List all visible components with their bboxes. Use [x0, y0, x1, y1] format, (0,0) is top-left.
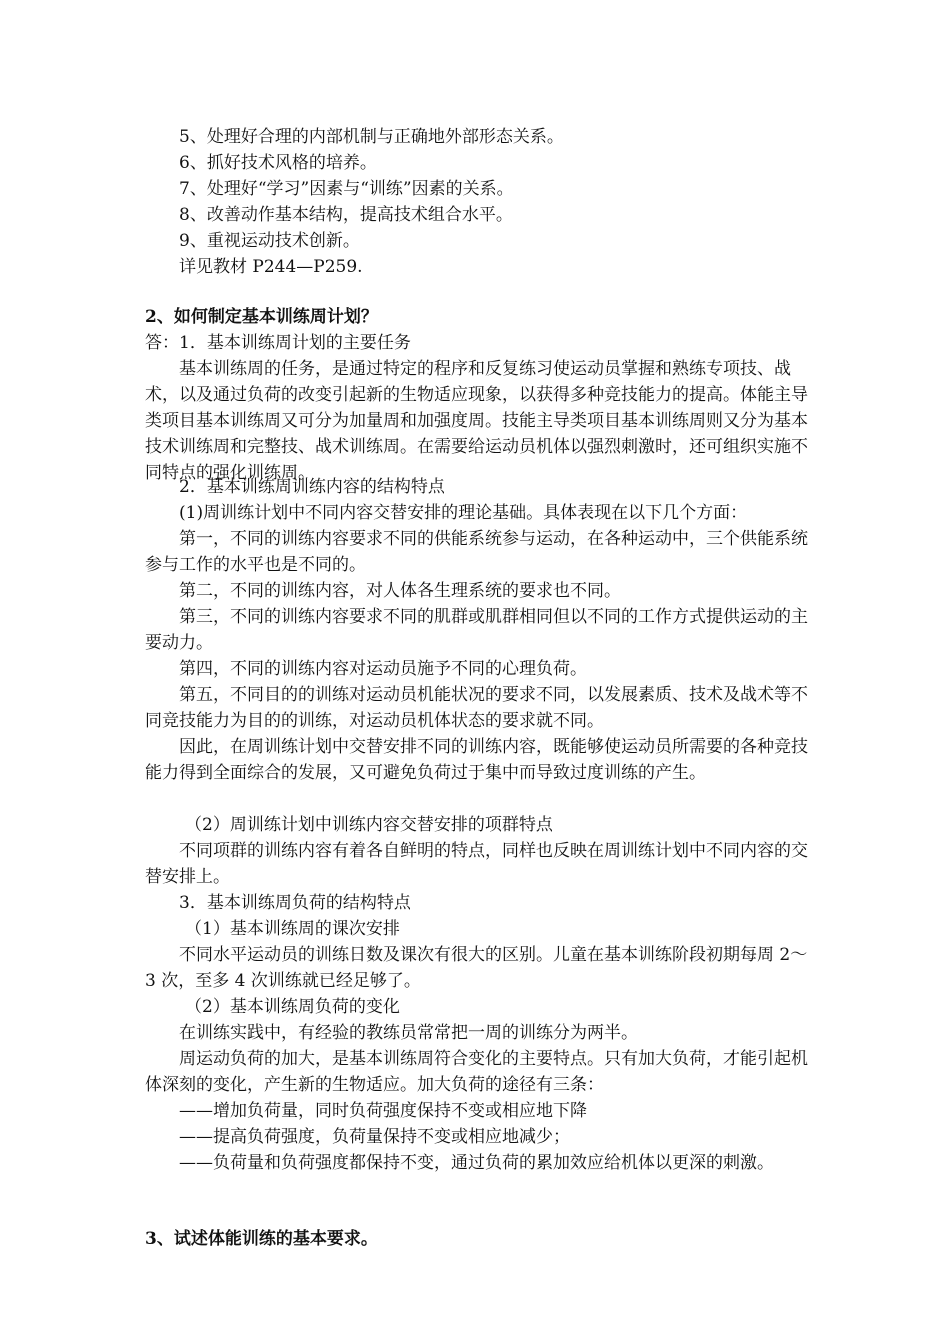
- question-2-heading: 2、如何制定基本训练周计划？: [145, 307, 378, 327]
- list-item: 5、处理好合理的内部机制与正确地外部形态关系。: [179, 127, 564, 147]
- paragraph-first: 第一，不同的训练内容要求不同的供能系统参与运动，在各种运动中，三个供能系统参与工作的水平也是不同的。: [145, 529, 808, 575]
- list-item: ——负荷量和负荷强度都保持不变，通过负荷的累加效应给机体以更深的刺激。: [179, 1153, 774, 1173]
- subsection-heading: （2）周训练计划中训练内容交替安排的项群特点: [185, 815, 553, 835]
- paragraph-fourth: 第四，不同的训练内容对运动员施予不同的心理负荷。: [179, 659, 587, 679]
- paragraph-fifth: 第五，不同目的的训练对运动员机能状况的要求不同，以发展素质、技术及战术等不同竞技能力为目的的训练，对运动员机体状态的要求就不同。: [145, 685, 808, 731]
- list-item: 8、改善动作基本结构，提高技术组合水平。: [179, 205, 513, 225]
- paragraph-therefore: 因此，在周训练计划中交替安排不同的训练内容，既能够使运动员所需要的各种竞技能力得到全面综合的发展，又可避免负荷过于集中而导致过度训练的产生。: [145, 737, 808, 783]
- subsection-heading: （1）基本训练周的课次安排: [185, 919, 400, 939]
- paragraph-sessions: 不同水平运动员的训练日数及课次有很大的区别。儿童在基本训练阶段初期每周 2～3 次，至多 4 次训练就已经足够了。: [145, 945, 808, 991]
- section-heading: 2．基本训练周训练内容的结构特点: [179, 477, 445, 497]
- list-item: ——增加负荷量，同时负荷强度保持不变或相应地下降: [179, 1101, 587, 1121]
- paragraph-second: 第二，不同的训练内容，对人体各生理系统的要求也不同。: [179, 581, 621, 601]
- section-heading: 3．基本训练周负荷的结构特点: [179, 893, 411, 913]
- list-item: ——提高负荷强度，负荷量保持不变或相应地减少；: [179, 1127, 570, 1147]
- reference-note: 详见教材 P244—P259.: [179, 257, 363, 277]
- paragraph-practice: 在训练实践中，有经验的教练员常常把一周的训练分为两半。: [179, 1023, 638, 1043]
- paragraph-tasks: 基本训练周的任务，是通过特定的程序和反复练习使运动员掌握和熟练专项技、战术，以及通过负荷的改变引起新的生物适应现象，以获得多种竞技能力的提高。体能主导类项目基本训练周又可分为加量周和加强度周。技能主导类项目基本训练周则又分为基本技术训练周和完整技、战术训练周。在需要给运动员机体以强烈刺激时，还可组织实施不同特点的强化训练周。: [145, 359, 808, 483]
- paragraph-project-group: 不同项群的训练内容有着各自鲜明的特点，同样也反映在周训练计划中不同内容的交替安排上。: [145, 841, 808, 887]
- subsection-heading: (1)周训练计划中不同内容交替安排的理论基础。具体表现在以下几个方面：: [179, 503, 748, 523]
- subsection-heading: （2）基本训练周负荷的变化: [185, 997, 400, 1017]
- paragraph-load-increase: 周运动负荷的加大，是基本训练周符合变化的主要特点。只有加大负荷，才能引起机体深刻的变化，产生新的生物适应。加大负荷的途径有三条：: [145, 1049, 808, 1095]
- list-item: 6、抓好技术风格的培养。: [179, 153, 377, 173]
- list-item: 9、重视运动技术创新。: [179, 231, 360, 251]
- answer-intro: 答：1．基本训练周计划的主要任务: [145, 333, 411, 353]
- question-3-heading: 3、试述体能训练的基本要求。: [145, 1229, 378, 1249]
- list-item: 7、处理好“学习”因素与“训练”因素的关系。: [179, 179, 514, 199]
- paragraph-third: 第三，不同的训练内容要求不同的肌群或肌群相同但以不同的工作方式提供运动的主要动力。: [145, 607, 808, 653]
